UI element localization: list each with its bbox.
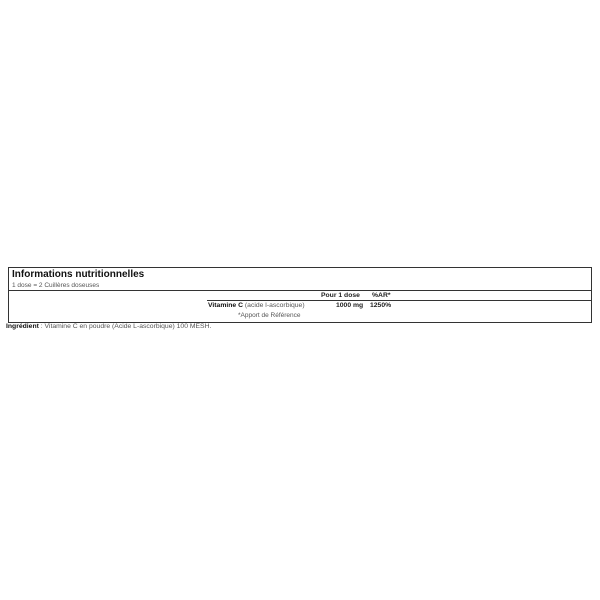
ingredients-line xyxy=(6,323,211,330)
nutrient-ar-percent: 1250% xyxy=(370,302,392,309)
nutrient-amount: 1000 mg xyxy=(336,302,364,309)
serving-note: 1 dose = 2 Cuillères doseuses xyxy=(12,282,100,289)
divider xyxy=(9,290,591,291)
nutrition-title: Informations nutritionnelles xyxy=(12,269,145,280)
nutrient-detail: (acide l-ascorbique) xyxy=(243,302,305,309)
footnote: *Apport de Référence xyxy=(238,312,301,319)
ingredients-label: Ingrédient xyxy=(6,323,39,330)
column-header-serving: Pour 1 dose xyxy=(321,292,360,299)
divider xyxy=(207,300,591,301)
column-header-ar: %AR* xyxy=(372,292,391,299)
ingredients-text: : Vitamine C en poudre (Acide L-ascorbique) 100 MESH. xyxy=(38,323,212,330)
nutrient-row xyxy=(208,302,305,309)
nutrition-panel xyxy=(8,267,592,323)
nutrient-name: Vitamine C xyxy=(208,302,244,309)
